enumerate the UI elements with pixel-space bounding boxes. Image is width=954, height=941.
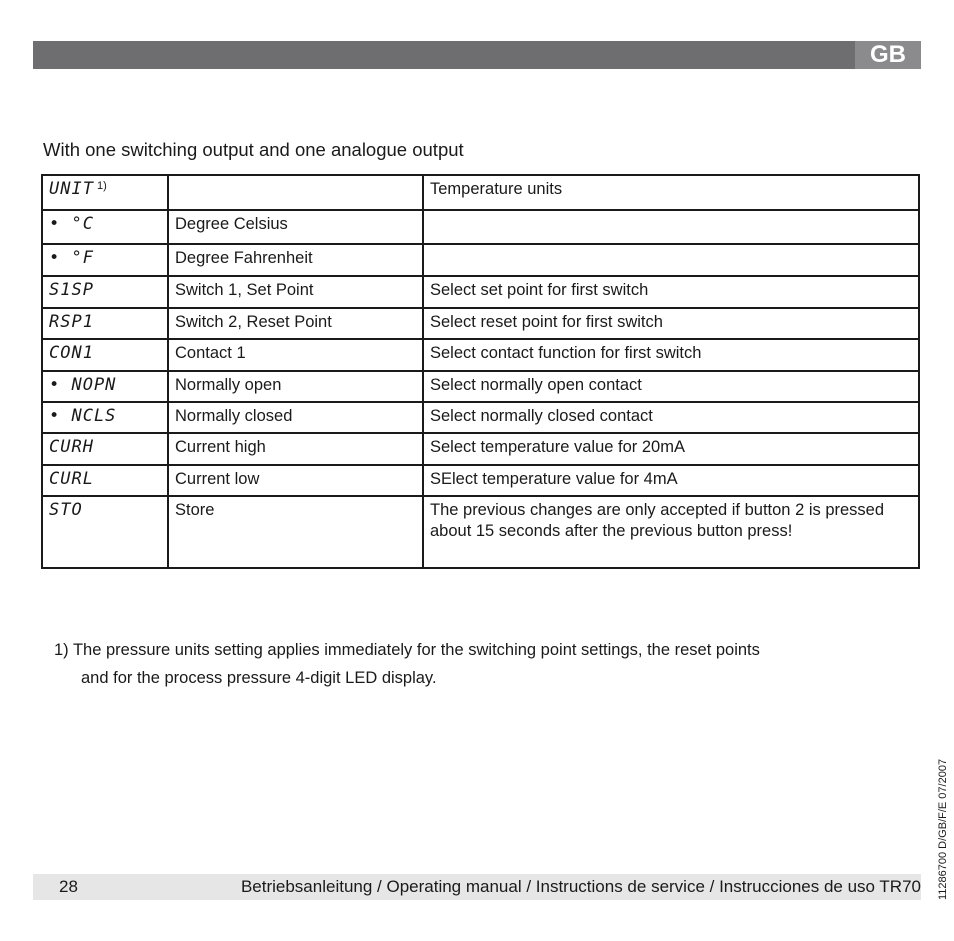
name-cell: Current high xyxy=(168,433,423,465)
code-cell: • NOPN xyxy=(42,371,168,402)
desc-cell: Select normally open contact xyxy=(423,371,919,402)
code-cell: RSP1 xyxy=(42,308,168,339)
code-cell: UNIT $^{1)}$ xyxy=(42,175,168,210)
name-cell xyxy=(168,175,423,210)
desc-cell: SElect temperature value for 4mA xyxy=(423,465,919,496)
name-cell: Normally closed xyxy=(168,402,423,433)
document-code: 11286700 D/GB/F/E 07/2007 xyxy=(937,758,949,900)
code-cell: • NCLS xyxy=(42,402,168,433)
name-cell: Contact 1 xyxy=(168,339,423,371)
name-cell: Switch 2, Reset Point xyxy=(168,308,423,339)
table-row xyxy=(42,175,919,210)
desc-cell: Select temperature value for 20mA xyxy=(423,433,919,465)
code-cell: CURH xyxy=(42,433,168,465)
name-cell: Switch 1, Set Point xyxy=(168,276,423,308)
name-cell: Store xyxy=(168,496,423,568)
table-row xyxy=(42,433,919,465)
table-row xyxy=(42,465,919,496)
table-row xyxy=(42,210,919,244)
settings-table xyxy=(41,174,920,569)
code-cell: CURL xyxy=(42,465,168,496)
desc-cell: Select contact function for first switch xyxy=(423,339,919,371)
table-row xyxy=(42,339,919,371)
table-row xyxy=(42,496,919,568)
desc-cell: Select reset point for first switch xyxy=(423,308,919,339)
desc-cell: Temperature units xyxy=(423,175,919,210)
code-cell: • °F xyxy=(42,244,168,276)
desc-cell xyxy=(423,244,919,276)
table-row xyxy=(42,276,919,308)
name-cell: Normally open xyxy=(168,371,423,402)
table-row xyxy=(42,402,919,433)
table-row xyxy=(42,244,919,276)
footer-title: Betriebsanleitung / Operating manual / Instructions de service / Instrucciones de uso TR70 xyxy=(240,877,921,896)
table-row xyxy=(42,371,919,402)
name-cell: Current low xyxy=(168,465,423,496)
footnote-ref: 1) xyxy=(96,180,107,192)
language-badge: GB xyxy=(855,41,921,69)
code-cell: • °C xyxy=(42,210,168,244)
name-cell: Degree Celsius xyxy=(168,210,423,244)
footnote-line-2: and for the process pressure 4-digit LED display. xyxy=(81,669,437,687)
name-cell: Degree Fahrenheit xyxy=(168,244,423,276)
desc-cell: The previous changes are only accepted if button 2 is pressed about 15 seconds after the previous button press! xyxy=(423,496,919,568)
desc-cell: Select normally closed contact xyxy=(423,402,919,433)
code-cell: S1SP xyxy=(42,276,168,308)
table-row xyxy=(42,308,919,339)
desc-cell xyxy=(423,210,919,244)
code-cell: CON1 xyxy=(42,339,168,371)
section-heading: With one switching output and one analogue output xyxy=(43,139,464,160)
header-bar xyxy=(33,41,921,69)
code-cell: STO xyxy=(42,496,168,568)
footnote-line-1: 1) The pressure units setting applies immediately for the switching point settings, the reset points xyxy=(54,641,760,659)
desc-cell: Select set point for first switch xyxy=(423,276,919,308)
page-number: 28 xyxy=(59,877,78,896)
